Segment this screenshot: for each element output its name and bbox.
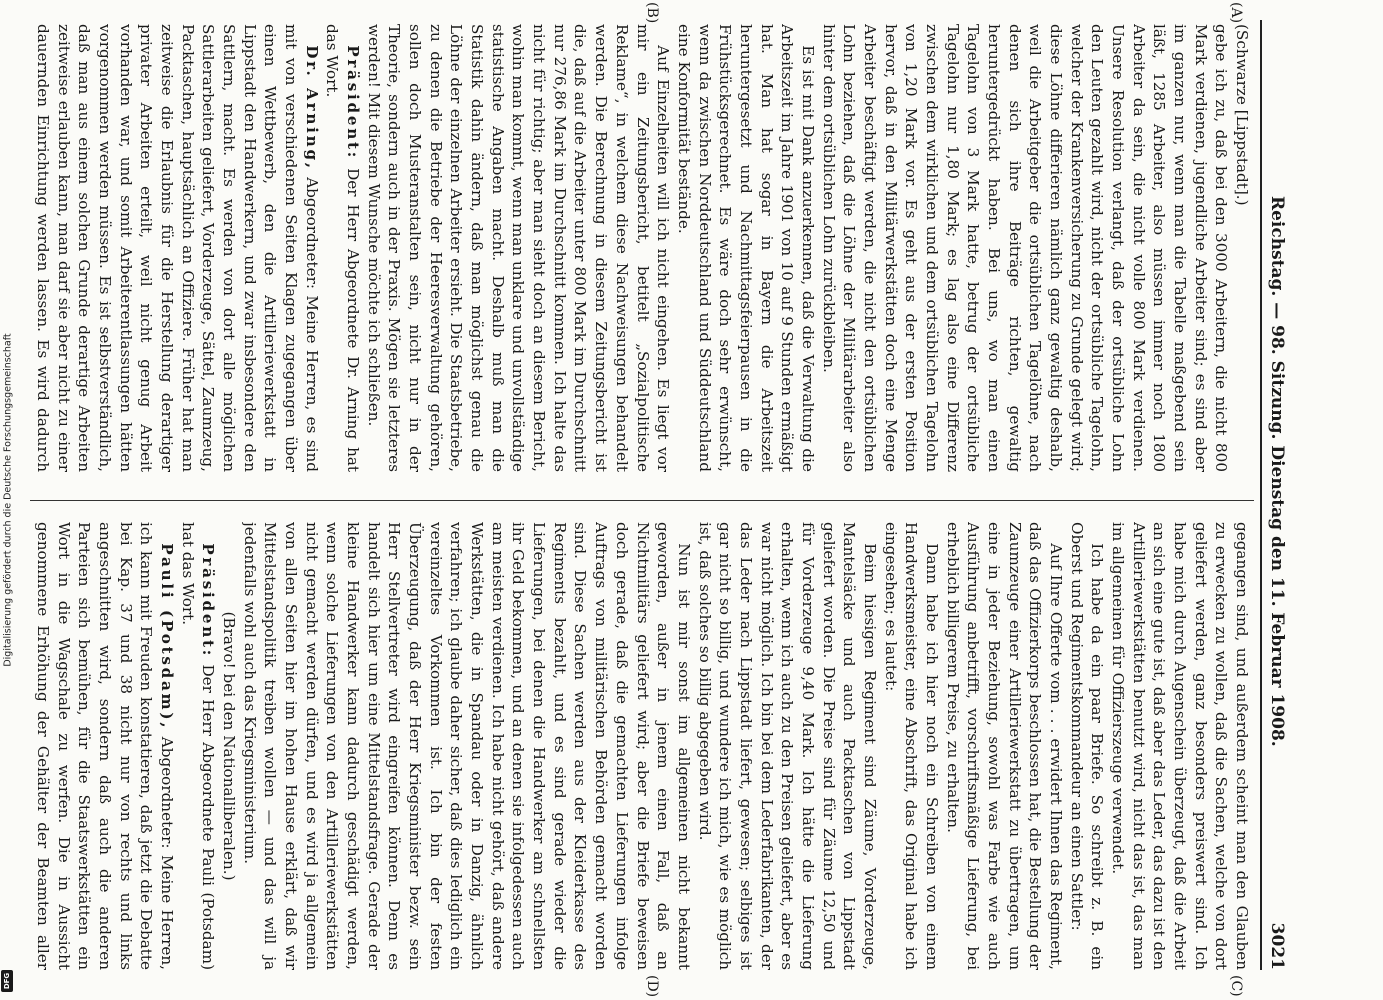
president-statement	[322, 24, 363, 472]
paragraph: Ich habe da ein paar Briefe. So schreibt z. B. ein Oberst und Regimentskommandeur an einen Sattler:	[1067, 522, 1107, 970]
paragraph: Dann habe ich hier noch ein Schreiben von einem Handwerksmeister, eine Abschrift, das Original habe ich eingesehen; es lautet:	[881, 522, 941, 970]
president-text: Der Herr Abgeordnete Pauli (Potsdam) hat das Wort.	[178, 522, 218, 970]
speaker-intro: (Schwarze [Lippstadt].)	[1233, 24, 1251, 206]
president-label: Präsident:	[199, 543, 218, 659]
quoted-letter: Auf Ihre Offerte vom . . . erwidert Ihnen das Regiment, daß das Offizierkorps beschlossen hat, die Bestellung der Zaumzeuge einer Artilleriewerkstatt zu übertragen, um eine in jeder Beziehung, sowohl was Farbe wie auch Ausführung anbetrifft, vorschriftsmäßige Lieferung, bei erheblich billigerem Preise, zu erhalten.	[943, 522, 1065, 970]
page-header	[1260, 20, 1288, 970]
speaker-heading	[34, 24, 322, 472]
column-divider	[30, 500, 1254, 501]
speaker-name: Dr. Arning,	[302, 45, 321, 171]
right-column	[34, 522, 1252, 970]
paragraph: Es ist mit Dank anzuerkennen, daß die Verwaltung die Arbeitszeit im Jahre 1901 von 10 auf 9 Stunden ermäßigt hat. Man hat sogar in Bayern die Arbeitszeit heruntergesetzt und Nachmittagsfeierpausen in die Frühstücksgerechnet. Es wäre doch sehr erwünscht, wenn da zwischen Norddeutschland und Süddeutschland eine Konformität bestände.	[674, 24, 817, 472]
margin-mark-b: (B)	[644, 2, 660, 24]
president-statement	[177, 522, 218, 970]
paragraph: gebe ich zu, daß bei den 3000 Arbeitern, die nicht 800 Mark verdienen, jugendliche Arbeiter sind; es sind aber im ganzen nur, wenn man die Tabelle maßgebend sein läßt, 1285 Arbeiter, also müssen immer noch 1800 Arbeiter da sein, die nicht volle 800 Mark verdienen. Unsere Resolution verlangt, daß der ortsübliche Lohn den Leuten gezahlt wird, nicht der ortsübliche Tagelohn, welcher der Krankenversicherung zu Grunde gelegt wird; diese Löhne differieren nämlich ganz gewaltig deshalb, weil die Arbeitgeber die ortsüblichen Tagelöhne, nach denen sich ihre Beiträge richten, gewaltig heruntergedrückt haben. Bei uns, wo man einen Tagelohn von 3 Mark hatte, betrug der ortsübliche Tagelohn nur 1,80 Mark; es lag also eine Differenz zwischen dem wirklichen und dem ortsüblichen Tagelohn von 1,20 Mark vor. Es geht aus der ersten Position hervor, daß in den Militärwerkstätten doch eine Menge Arbeiter beschäftigt werden, die nicht den ortsüblichen Lohn beziehen, daß die Löhne der Militärarbeiter also hinter dem ortsüblichen Lohn zurückbleiben.	[819, 24, 1231, 472]
paragraph: Meine Herren, ich kann mit Freuden konstatieren, daß jetzt die Debatte bei Kap. 37 und 38 nicht nur von rechts und links angeschnitten wird, sondern daß auch die anderen Parteien sich bemühen, für die Staatswerkstätten ein Wort in die Wagschale zu werfen. Die in Aussicht genommene Erhöhung der Gehälter der Beamten aller	[34, 522, 177, 970]
interjection: (Bravo! bei den Nationalliberalen.)	[220, 611, 239, 881]
left-column	[34, 24, 1252, 472]
header-title: Reichstag. — 98. Sitzung. Dienstag den 11. Februar 1908.	[1267, 195, 1287, 747]
paragraph: gegangen sind, und außerdem scheint man den Glauben zu erwecken zu wollen, daß die Sachen, welche von dort geliefert werden, ganz besonders preiswert sind. Ich habe mich durch Augenschein überzeugt, daß die Arbeit an sich eine gute ist, daß aber das Leder, das dazu ist den Artilleriewerkstätten benutzt wird, nicht das ist, das man im allgemeinen für Offizierszeuge verwendet.	[1108, 522, 1251, 970]
speaker-role: Abgeordneter:	[302, 177, 321, 289]
president-label: Präsident:	[344, 45, 363, 161]
paragraph: Auf Einzelheiten will ich nicht eingehen. Es liegt vor mir ein Zeitungsbericht, betitelt „Sozialpolitische Reklame“, in welchem diese Nachweisungen behandelt werden. Die Berechnung in diesem Zeitungsbericht ist die, daß auf die Arbeiter unter 800 Mark im Durchschnitt nur 276,86 Mark im Durchschnitt kommen. Ich halte das nicht für richtig; aber man sieht doch an diesem Bericht, wohin man kommt, wenn man unklare und unvollständige statistische Angaben macht. Deshalb muß man die Statistik dahin ändern, daß man möglichst genau die Löhne der einzelnen Arbeiter ersieht. Die Staatsbetriebe, zu denen die Betriebe der Heeresverwaltung gehören, sollen doch Musteranstalten sein, nicht nur in der Theorie, sondern auch in der Praxis. Mögen sie letzteres werden! Mit diesem Wunsche möchte ich schließen.	[364, 24, 673, 472]
dfg-logo-text: DFG	[3, 972, 11, 990]
president-text: Der Herr Abgeordnete Dr. Arning hat das Wort.	[323, 24, 363, 472]
dfg-logo	[1, 970, 13, 992]
margin-mark-c: (C)	[1228, 975, 1244, 997]
credit-text: Digitalisierung gefördert durch die Deutsche Forschungsgemeinschaft	[2, 333, 14, 667]
speaker-role: Abgeordneter:	[158, 736, 177, 849]
page-number: 3021	[1267, 922, 1287, 970]
margin-mark-d: (D)	[644, 975, 660, 998]
quoted-letter: Beim hiesigen Regiment sind Zäume, Vorderzeuge, Mantelsäcke und auch Packtaschen von Lippstadt geliefert worden. Die Preise sind für Zäume 12,50 und für Vorderzeuge 9,40 Mark. Ich hätte die Lieferung erhalten, wenn ich auch zu den Preisen geliefert, aber es war nicht möglich. Ich bin bei dem Lederfabrikanten, der das Leder nach Lippstadt liefert, gewesen; selbiges ist gar nicht so billig, und wundere ich mich, wie es möglich ist, daß solches so billig abgegeben wird.	[695, 522, 879, 970]
paragraph: Nun ist mir sonst im allgemeinen nicht bekannt geworden, außer in jenem einen Fall, daß an Nichtmilitärs geliefert wird; aber die Briefe beweisen doch gerade, daß die gemachten Lieferungen infolge Auftrags von militärischen Behörden gemacht worden sind. Diese Sachen werden aus der Kleiderkasse des Regiments bezahlt, und es sind gerade wieder die Lieferungen, bei denen die Handwerker am schnellsten ihr Geld bekommen, und an denen sie infolgedessen auch am meisten verdienen. Ich habe nicht gehört, daß andere Werkstätten, die in Spandau oder in Danzig, ähnlich verfahren; ich glaube daher sicher, daß dies lediglich ein vereinzeltes Vorkommen ist. Ich bin der festen Überzeugung, daß der Herr Kriegsminister bezw. sein Herr Stellvertreter wird eingreifen können. Denn es handelt sich hier um eine Mittelstandsfrage. Gerade der kleine Handwerker kann dadurch geschädigt werden, wenn solche Lieferungen von den Artilleriewerkstätten nicht gemacht werden dürfen, und es wird ja allgemein von allen Seiten hier im hohen Hause erklärt, daß wir Mittelstandspolitik treiben wollen — und das will ja jedenfalls wohl auch das Kriegsministerium.	[240, 522, 693, 970]
paragraph: Meine Herren, es sind mit von verschiedenen Seiten Klagen zugegangen über einen Wettbewerb, den die Artilleriewerkstatt in Lippstadt den Handwerkern, und zwar insbesondere den Sattlern, macht. Es werden von dort alle möglichen Sattlerarbeiten geliefert, Vorderzeuge, Sättel, Zaumzeug, Packtaschen, hauptsächlich an Offiziere. Früher hat man zeitweise die Erlaubnis für die Herstellung derartiger privater Arbeiten erteilt, weil nicht genug Arbeit vorhanden war, und somit Arbeiterentlassungen hätten vorgenommen werden müssen. Es ist selbstverständlich, daß man aus einem solchen Grunde derartige Arbeiten zeitweise erlauben kann, man darf sie aber nicht zu einer dauernden Einrichtung werden lassen. Es wird dadurch	[34, 24, 321, 472]
digitization-credit	[1, 0, 15, 1000]
speaker-heading	[34, 522, 177, 970]
speaker-name: Pauli (Potsdam),	[158, 543, 177, 731]
margin-mark-a: (A)	[1228, 2, 1244, 24]
